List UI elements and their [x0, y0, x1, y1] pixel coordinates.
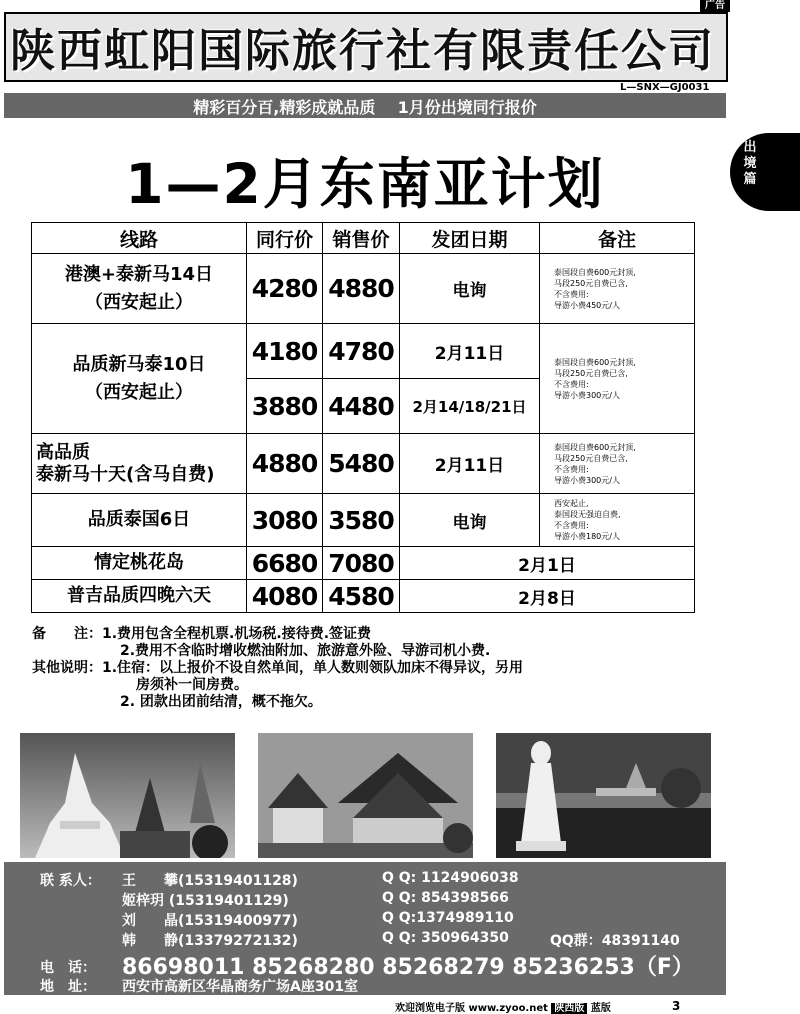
photo-temple-stupa — [20, 733, 235, 858]
peer-price: 4280 — [247, 254, 323, 324]
contact-person: 王 攀(15319401128) — [122, 873, 298, 889]
sale-price: 4480 — [323, 379, 400, 434]
footer-edition: 蓝版 — [590, 1003, 611, 1014]
slogan-bar — [4, 93, 726, 118]
sale-price: 5480 — [323, 434, 400, 494]
phone-numbers: 86698011 85268280 85268279 85236253（F） — [122, 955, 694, 980]
contact-panel — [4, 862, 726, 995]
license-code: L—SNX—GJ0031 — [620, 82, 710, 93]
route-cell: 普吉品质四晚六天 — [32, 580, 247, 613]
note-cell: 西安起止, 泰国段无强迫自费, 不含费用: 导游小费180元/人 — [540, 494, 695, 547]
departure-date: 2月11日 — [400, 324, 540, 379]
route-cell: 情定桃花岛 — [32, 547, 247, 580]
peer-price: 4180 — [247, 324, 323, 379]
peer-price: 3880 — [247, 379, 323, 434]
side-tab-label: 出境篇 — [743, 140, 757, 187]
route-cell: 品质泰国6日 — [32, 494, 247, 547]
sale-price: 4780 — [323, 324, 400, 379]
header-peer-price: 同行价 — [247, 223, 323, 254]
contact-qq: Q Q:1374989110 — [382, 910, 514, 926]
footer-logo: 陕西版 — [551, 1003, 587, 1014]
table-row — [32, 434, 695, 494]
remark-item: 房须补一间房费。 — [136, 677, 248, 693]
route-cell: 高品质 泰新马十天(含马自费) — [32, 434, 247, 494]
photo-statue-lake — [496, 733, 711, 858]
departure-date: 电询 — [400, 494, 540, 547]
contact-person: 刘 晶(15319400977) — [122, 913, 298, 929]
slogan: 精彩百分百,精彩成就品质 1月份出境同行报价 — [193, 98, 537, 117]
note-cell: 泰国段自费600元封顶, 马段250元自费已含, 不含费用: 导游小费300元/人 — [540, 324, 695, 434]
departure-date: 2月1日 — [400, 547, 695, 580]
peer-price: 4880 — [247, 434, 323, 494]
table-header — [32, 223, 695, 254]
footer — [395, 999, 611, 1014]
peer-price: 3080 — [247, 494, 323, 547]
header-route: 线路 — [32, 223, 247, 254]
contact-person: 姬梓玥 (15319401129) — [122, 893, 289, 909]
table-row — [32, 494, 695, 547]
table-row — [32, 254, 695, 324]
departure-date: 2月11日 — [400, 434, 540, 494]
sale-price: 7080 — [323, 547, 400, 580]
header-date: 发团日期 — [400, 223, 540, 254]
note-cell: 泰国段自费600元封顶, 马段250元自费已含, 不含费用: 导游小费300元/人 — [540, 434, 695, 494]
header-sale-price: 销售价 — [323, 223, 400, 254]
sale-price: 4880 — [323, 254, 400, 324]
remarks-label: 备 注： — [32, 626, 102, 642]
remarks — [32, 626, 722, 711]
address: 西安市高新区华晶商务广场A座301室 — [122, 979, 359, 995]
departure-date: 2月8日 — [400, 580, 695, 613]
footer-text: 欢迎浏览电子版 www.zyoo.net — [395, 1003, 548, 1014]
table-row — [32, 547, 695, 580]
remark-item: 1.费用包含全程机票.机场税.接待费.签证费 — [102, 626, 372, 642]
table-row — [32, 324, 695, 379]
main-title: 1—2月东南亚计划 — [125, 152, 605, 216]
page-number: 3 — [672, 999, 681, 1013]
remark-item: 1.住宿：以上报价不设自然单间，单人数则领队加床不得异议，另用 — [102, 660, 524, 676]
company-name: 陕西虹阳国际旅行社有限责任公司 — [10, 24, 716, 77]
header-note: 备注 — [540, 223, 695, 254]
sale-price: 3580 — [323, 494, 400, 547]
peer-price: 4080 — [247, 580, 323, 613]
departure-date: 电询 — [400, 254, 540, 324]
contact-person: 韩 静(13379272132) — [122, 933, 298, 949]
table-row — [32, 580, 695, 613]
note-cell: 泰国段自费600元封顶, 马段250元自费已含, 不含费用: 导游小费450元/人 — [540, 254, 695, 324]
contact-qq: Q Q: 854398566 — [382, 890, 509, 906]
route-cell: 品质新马泰10日 （西安起止） — [32, 324, 247, 434]
ad-tag: 广告 — [700, 0, 730, 12]
contact-qq: Q Q: 1124906038 — [382, 870, 519, 886]
phone-label: 电 话： — [40, 960, 96, 976]
price-table — [31, 222, 695, 613]
qq-group: QQ群：48391140 — [550, 933, 680, 949]
peer-price: 6680 — [247, 547, 323, 580]
contact-label: 联 系人： — [40, 873, 101, 889]
address-label: 地 址： — [40, 979, 96, 995]
remark-item: 2.费用不含临时增收燃油附加、旅游意外险、导游司机小费. — [120, 643, 491, 659]
departure-date: 2月14/18/21日 — [400, 379, 540, 434]
other-label: 其他说明： — [32, 660, 102, 676]
photo-thai-pavilion — [258, 733, 473, 858]
remark-item: 2. 团款出团前结清，概不拖欠。 — [120, 694, 322, 710]
sale-price: 4580 — [323, 580, 400, 613]
route-cell: 港澳+泰新马14日 （西安起止） — [32, 254, 247, 324]
contact-qq: Q Q: 350964350 — [382, 930, 509, 946]
